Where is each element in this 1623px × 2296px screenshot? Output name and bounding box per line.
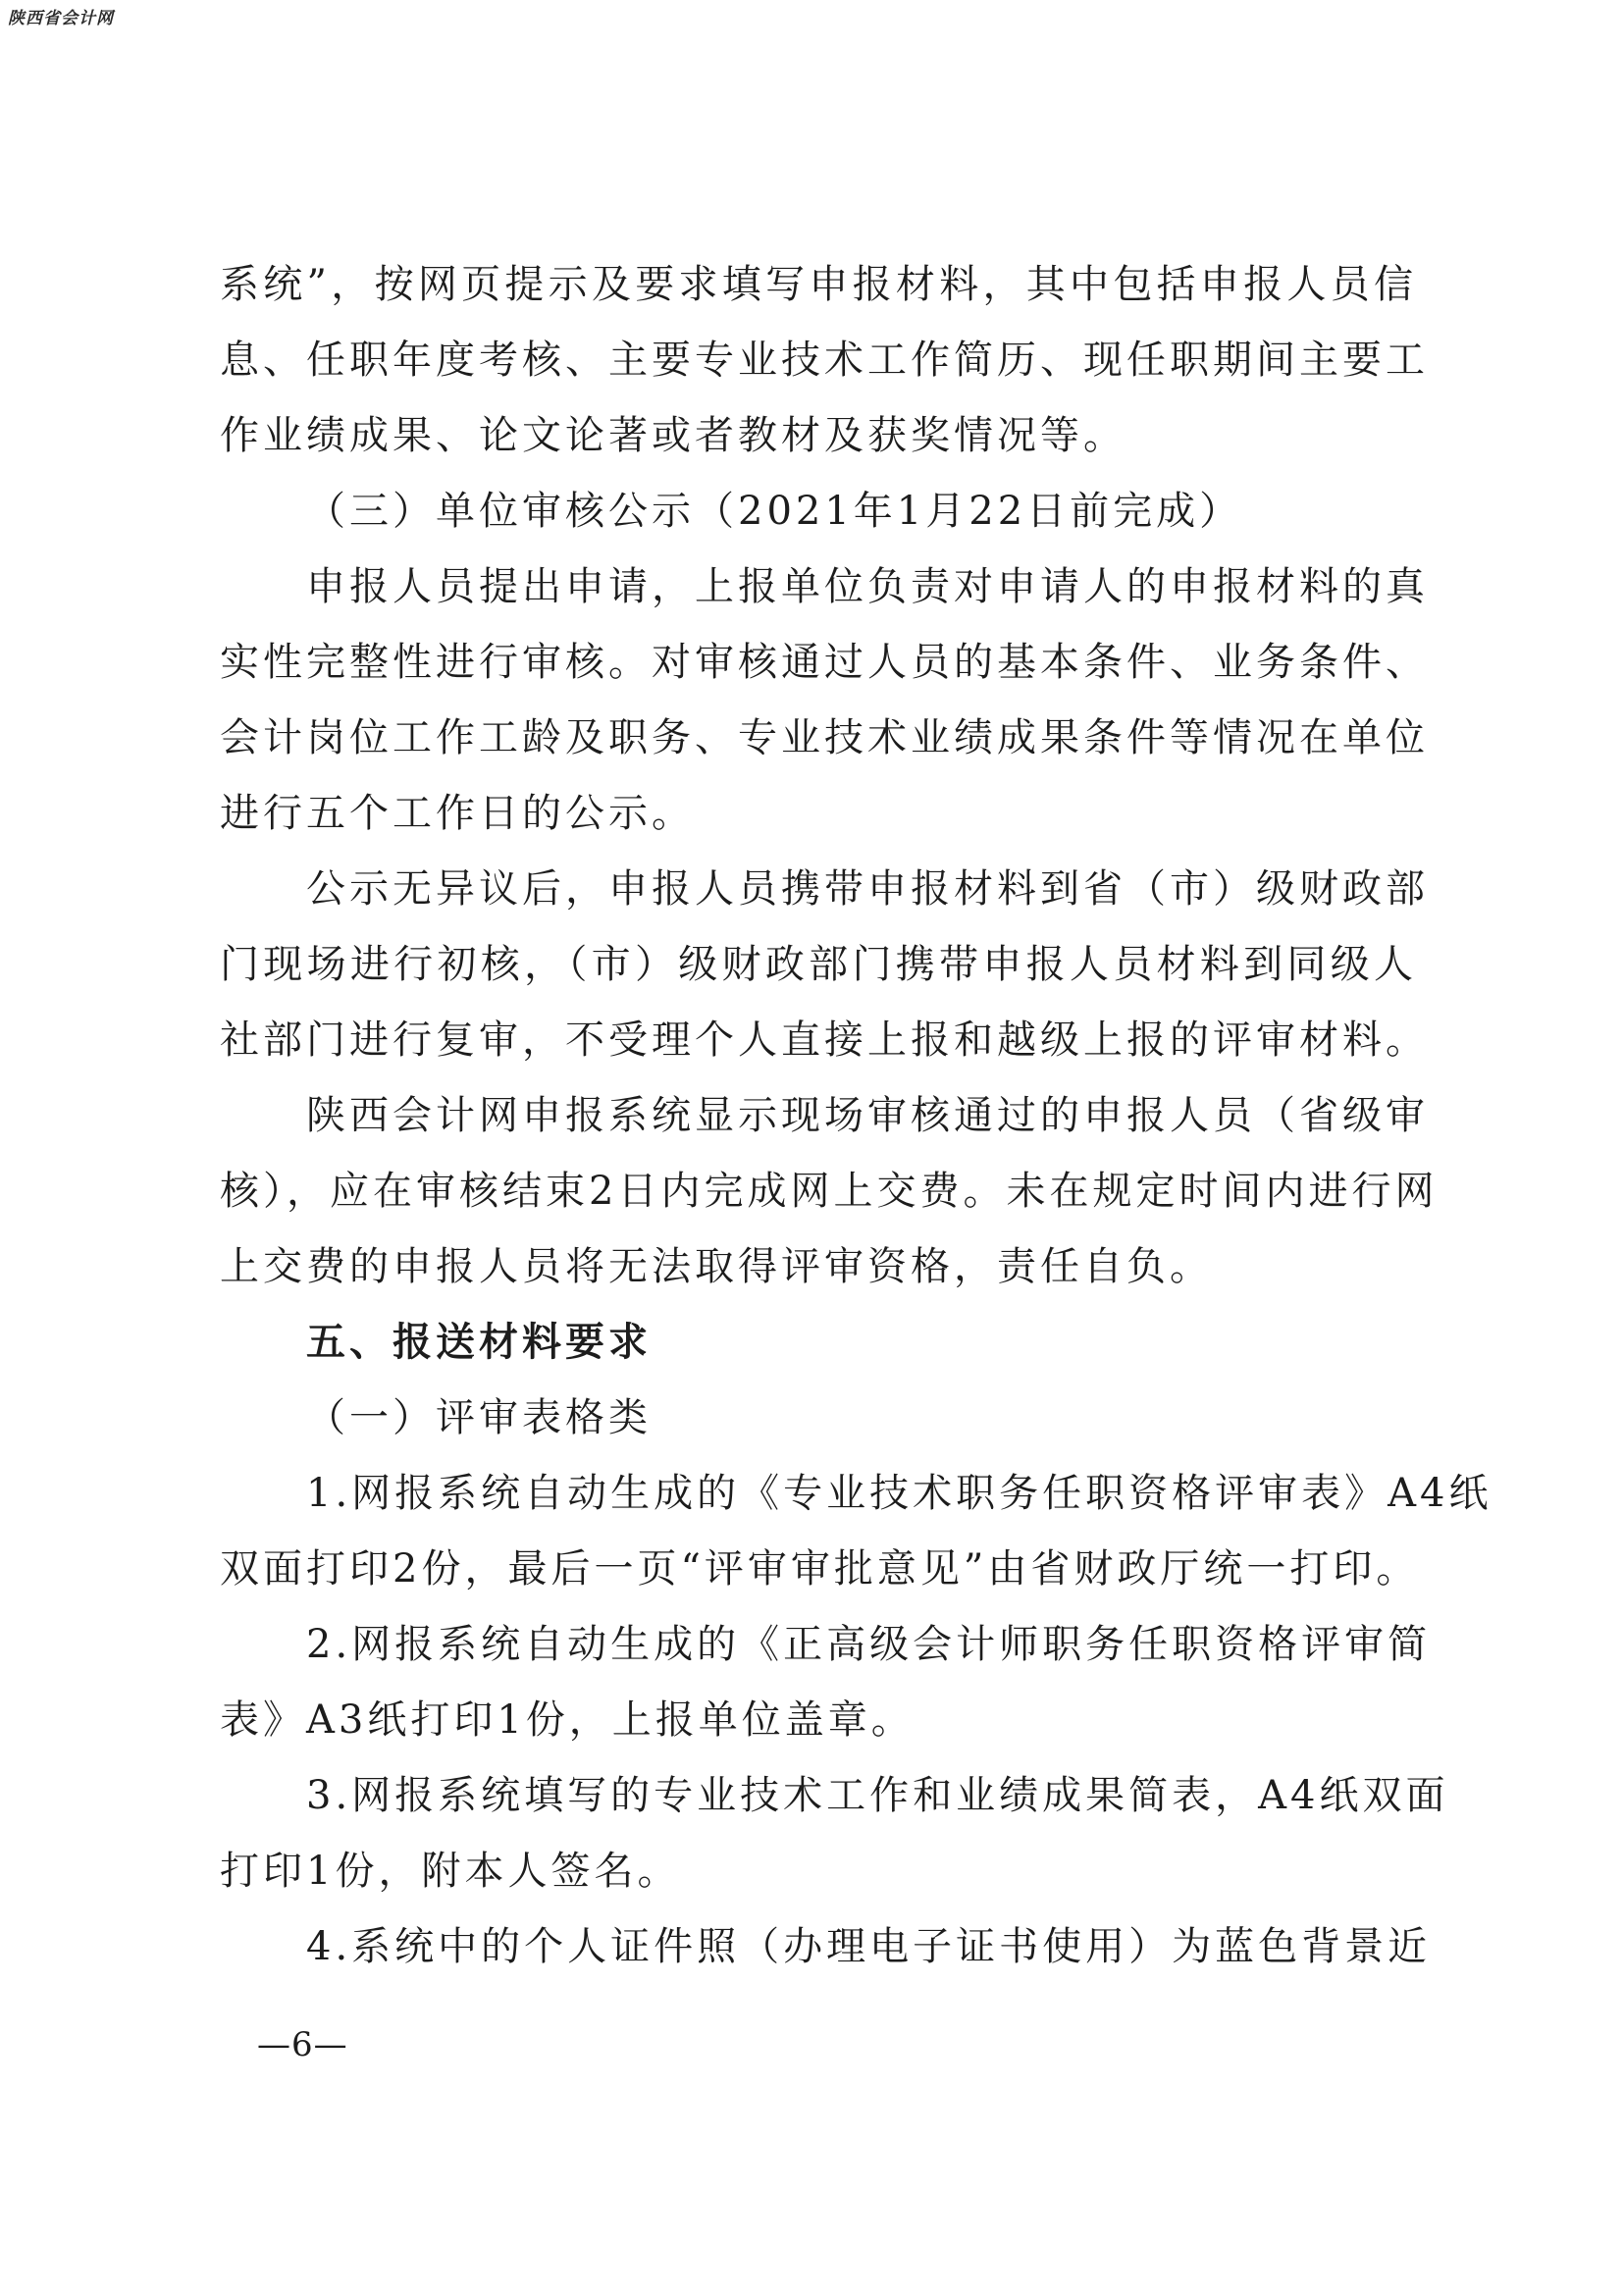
- paragraph-line: 上交费的申报人员将无法取得评审资格，责任自负。: [220, 1244, 1213, 1289]
- paragraph-line: 系统”，按网页提示及要求填写申报材料，其中包括申报人员信: [220, 262, 1417, 307]
- subsection-heading: （三）单位审核公示（2021年1月22日前完成）: [306, 489, 1243, 534]
- paragraph-line: 打印1份，附本人签名。: [220, 1849, 681, 1894]
- paragraph-line: 核），应在审核结束2日内完成网上交费。未在规定时间内进行网: [220, 1169, 1439, 1214]
- paragraph-line: 作业绩成果、论文论著或者教材及获奖情况等。: [220, 413, 1126, 458]
- paragraph-line: 息、任职年度考核、主要专业技术工作简历、现任职期间主要工: [220, 338, 1429, 383]
- subsection-heading: （一）评审表格类: [306, 1395, 652, 1440]
- paragraph-line: 4.系统中的个人证件照（办理电子证书使用）为蓝色背景近: [306, 1924, 1432, 1969]
- paragraph-line: 社部门进行复审，不受理个人直接上报和越级上报的评审材料。: [220, 1018, 1429, 1063]
- paragraph-line: 1.网报系统自动生成的《专业技术职务任职资格评审表》A4纸: [306, 1471, 1492, 1516]
- paragraph-line: 进行五个工作日的公示。: [220, 791, 695, 836]
- paragraph-line: 陕西会计网申报系统显示现场审核通过的申报人员（省级审: [306, 1093, 1429, 1138]
- paragraph-line: 表》A3纸打印1份，上报单位盖章。: [220, 1697, 915, 1743]
- paragraph-line: 公示无异议后，申报人员携带申报材料到省（市）级财政部: [306, 866, 1429, 912]
- section-heading: 五、报送材料要求: [306, 1320, 652, 1365]
- body-text: [220, 247, 1492, 1985]
- paragraph-line: 双面打印2份，最后一页“评审审批意见”由省财政厅统一打印。: [220, 1546, 1420, 1592]
- paragraph-line: 会计岗位工作工龄及职务、专业技术业绩成果条件等情况在单位: [220, 715, 1429, 760]
- paragraph-line: 实性完整性进行审核。对审核通过人员的基本条件、业务条件、: [220, 640, 1429, 685]
- paragraph-line: 申报人员提出申请，上报单位负责对申请人的申报材料的真: [306, 564, 1429, 609]
- paragraph-line: 门现场进行初核，（市）级财政部门携带申报人员材料到同级人: [220, 942, 1417, 987]
- paragraph-line: 2.网报系统自动生成的《正高级会计师职务任职资格评审简: [306, 1622, 1432, 1667]
- paragraph-line: 3.网报系统填写的专业技术工作和业绩成果简表，A4纸双面: [306, 1773, 1449, 1818]
- page-number: —6—: [257, 2025, 348, 2064]
- site-watermark: 陕西省会计网: [8, 9, 114, 28]
